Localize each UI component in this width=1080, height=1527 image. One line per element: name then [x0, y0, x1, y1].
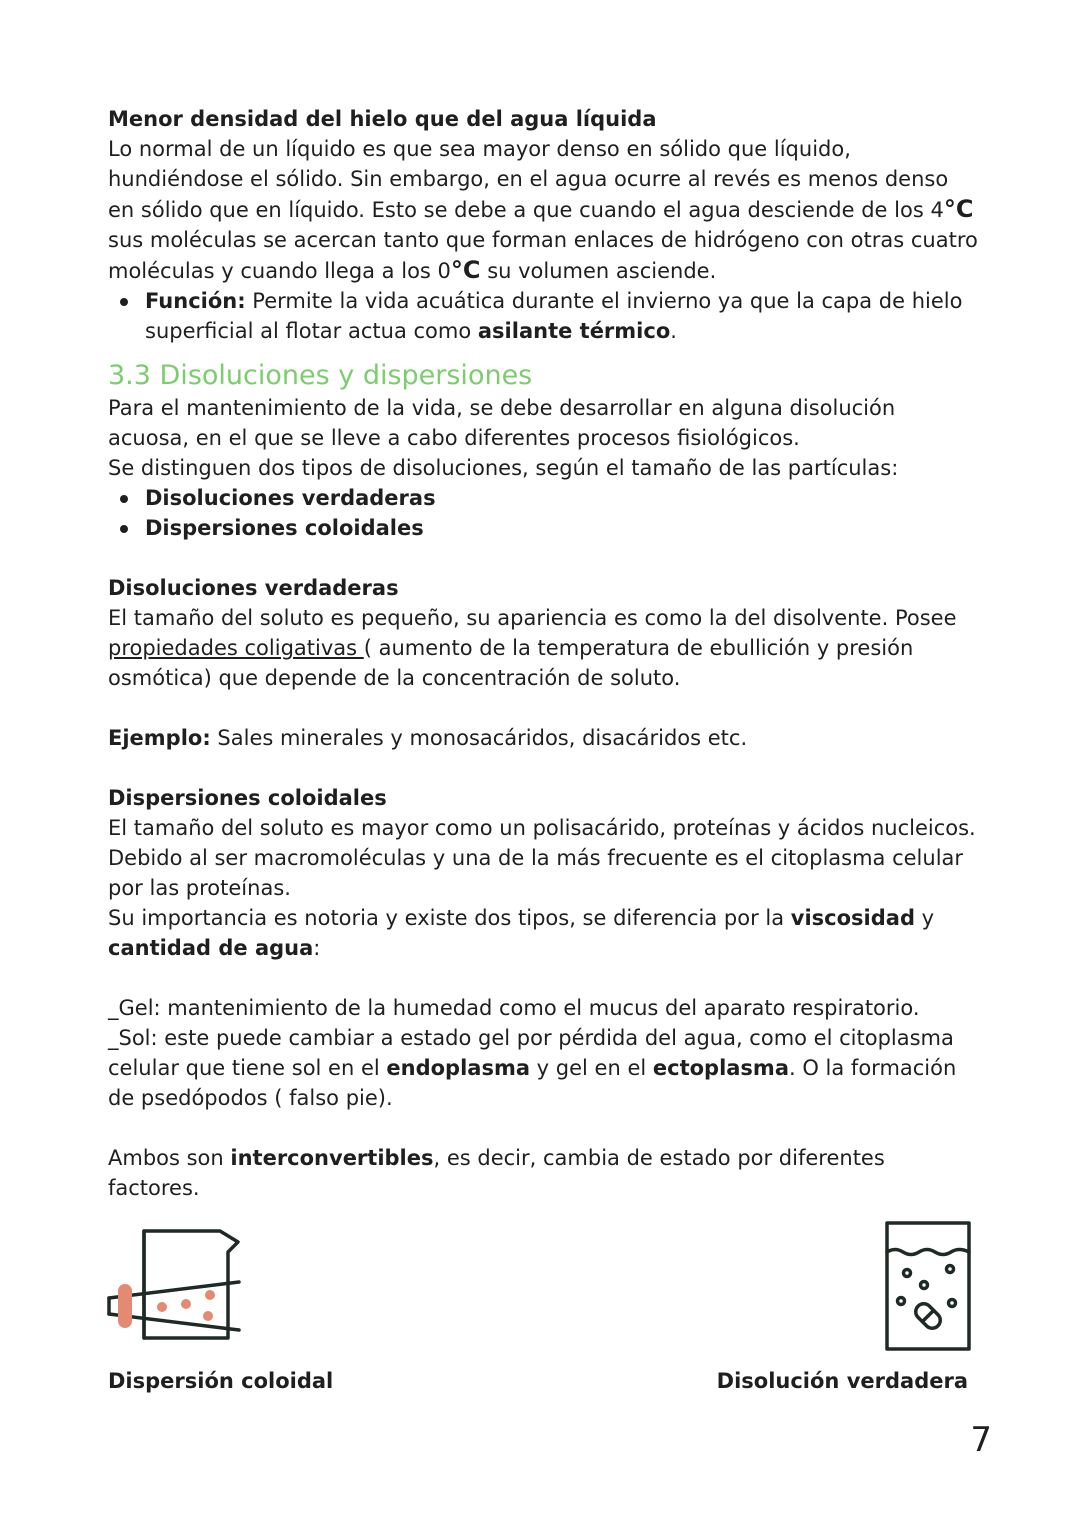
function-list	[108, 286, 978, 346]
degree-unit: °C	[943, 195, 974, 223]
glass-with-pill-icon	[882, 1218, 974, 1354]
caption-disolucion-verdadera: Disolución verdadera	[716, 1369, 968, 1393]
paragraph-gel: _Gel: mantenimiento de la humedad como el mucus del aparato respiratorio.	[108, 996, 920, 1020]
degree-unit: °C	[450, 256, 481, 284]
section-title-ice-density: Menor densidad del hielo que del agua líquida	[108, 107, 657, 131]
types-list	[108, 483, 978, 543]
list-item: Función: Permite la vida acuática durante el invierno ya que la capa de hielo superficial al flotar actua como asilante térmico.	[145, 286, 978, 346]
caption-dispersion-coloidal: Dispersión coloidal	[108, 1369, 334, 1393]
paragraph-ice-density: Lo normal de un líquido es que sea mayor denso en sólido que líquido, hundiéndose el sólido. Sin embargo, en el agua ocurre al revés es menos denso en sólido que en líquido. Esto se debe a que cuando el agua desciende de los 4°C sus moléculas se acercan tanto que forman enlaces de hidrógeno con otras cuatro moléculas y cuando llega a los 0°C su volumen asciende.	[108, 137, 978, 284]
paragraph-sol: _Sol: este puede cambiar a estado gel por pérdida del agua, como el citoplasma celular que tiene sol en el endoplasma y gel en el ectoplasma. O la formación de psedópodos ( falso pie).	[108, 1026, 957, 1110]
list-item: Dispersiones coloidales	[145, 513, 978, 543]
paragraph-example: Ejemplo: Sales minerales y monosacáridos, disacáridos etc.	[108, 726, 748, 750]
section-title-true-solutions: Disoluciones verdaderas	[108, 576, 399, 600]
underlined-term: propiedades coligativas	[108, 636, 364, 660]
paragraph-intro: Para el mantenimiento de la vida, se debe desarrollar en alguna disolución acuosa, en el que se lleve a cabo diferentes procesos fisiológicos.	[108, 396, 896, 450]
paragraph-true-solutions: El tamaño del soluto es pequeño, su apariencia es como la del disolvente. Posee propiedades coligativas ( aumento de la temperatura de ebullición y presión osmótica) que depende de la concentración de soluto.	[108, 606, 957, 690]
beaker-icon	[106, 1228, 246, 1346]
paragraph-interconvertible: Ambos son interconvertibles, es decir, cambia de estado por diferentes factores.	[108, 1146, 885, 1200]
page-number: 7	[970, 1420, 992, 1460]
paragraph-colloids: El tamaño del soluto es mayor como un polisacárido, proteínas y ácidos nucleicos. Debido al ser macromoléculas y una de la más frecuente es el citoplasma celular por las proteínas.	[108, 816, 976, 900]
section-title-colloids: Dispersiones coloidales	[108, 786, 387, 810]
list-item: Disoluciones verdaderas	[145, 483, 978, 513]
document-body	[108, 104, 978, 1203]
paragraph-importance: Su importancia es notoria y existe dos tipos, se diferencia por la viscosidad y cantidad de agua:	[108, 906, 935, 960]
paragraph-types: Se distinguen dos tipos de disoluciones, según el tamaño de las partículas:	[108, 456, 899, 480]
section-heading-disoluciones: 3.3 Disoluciones y dispersiones	[108, 360, 533, 391]
